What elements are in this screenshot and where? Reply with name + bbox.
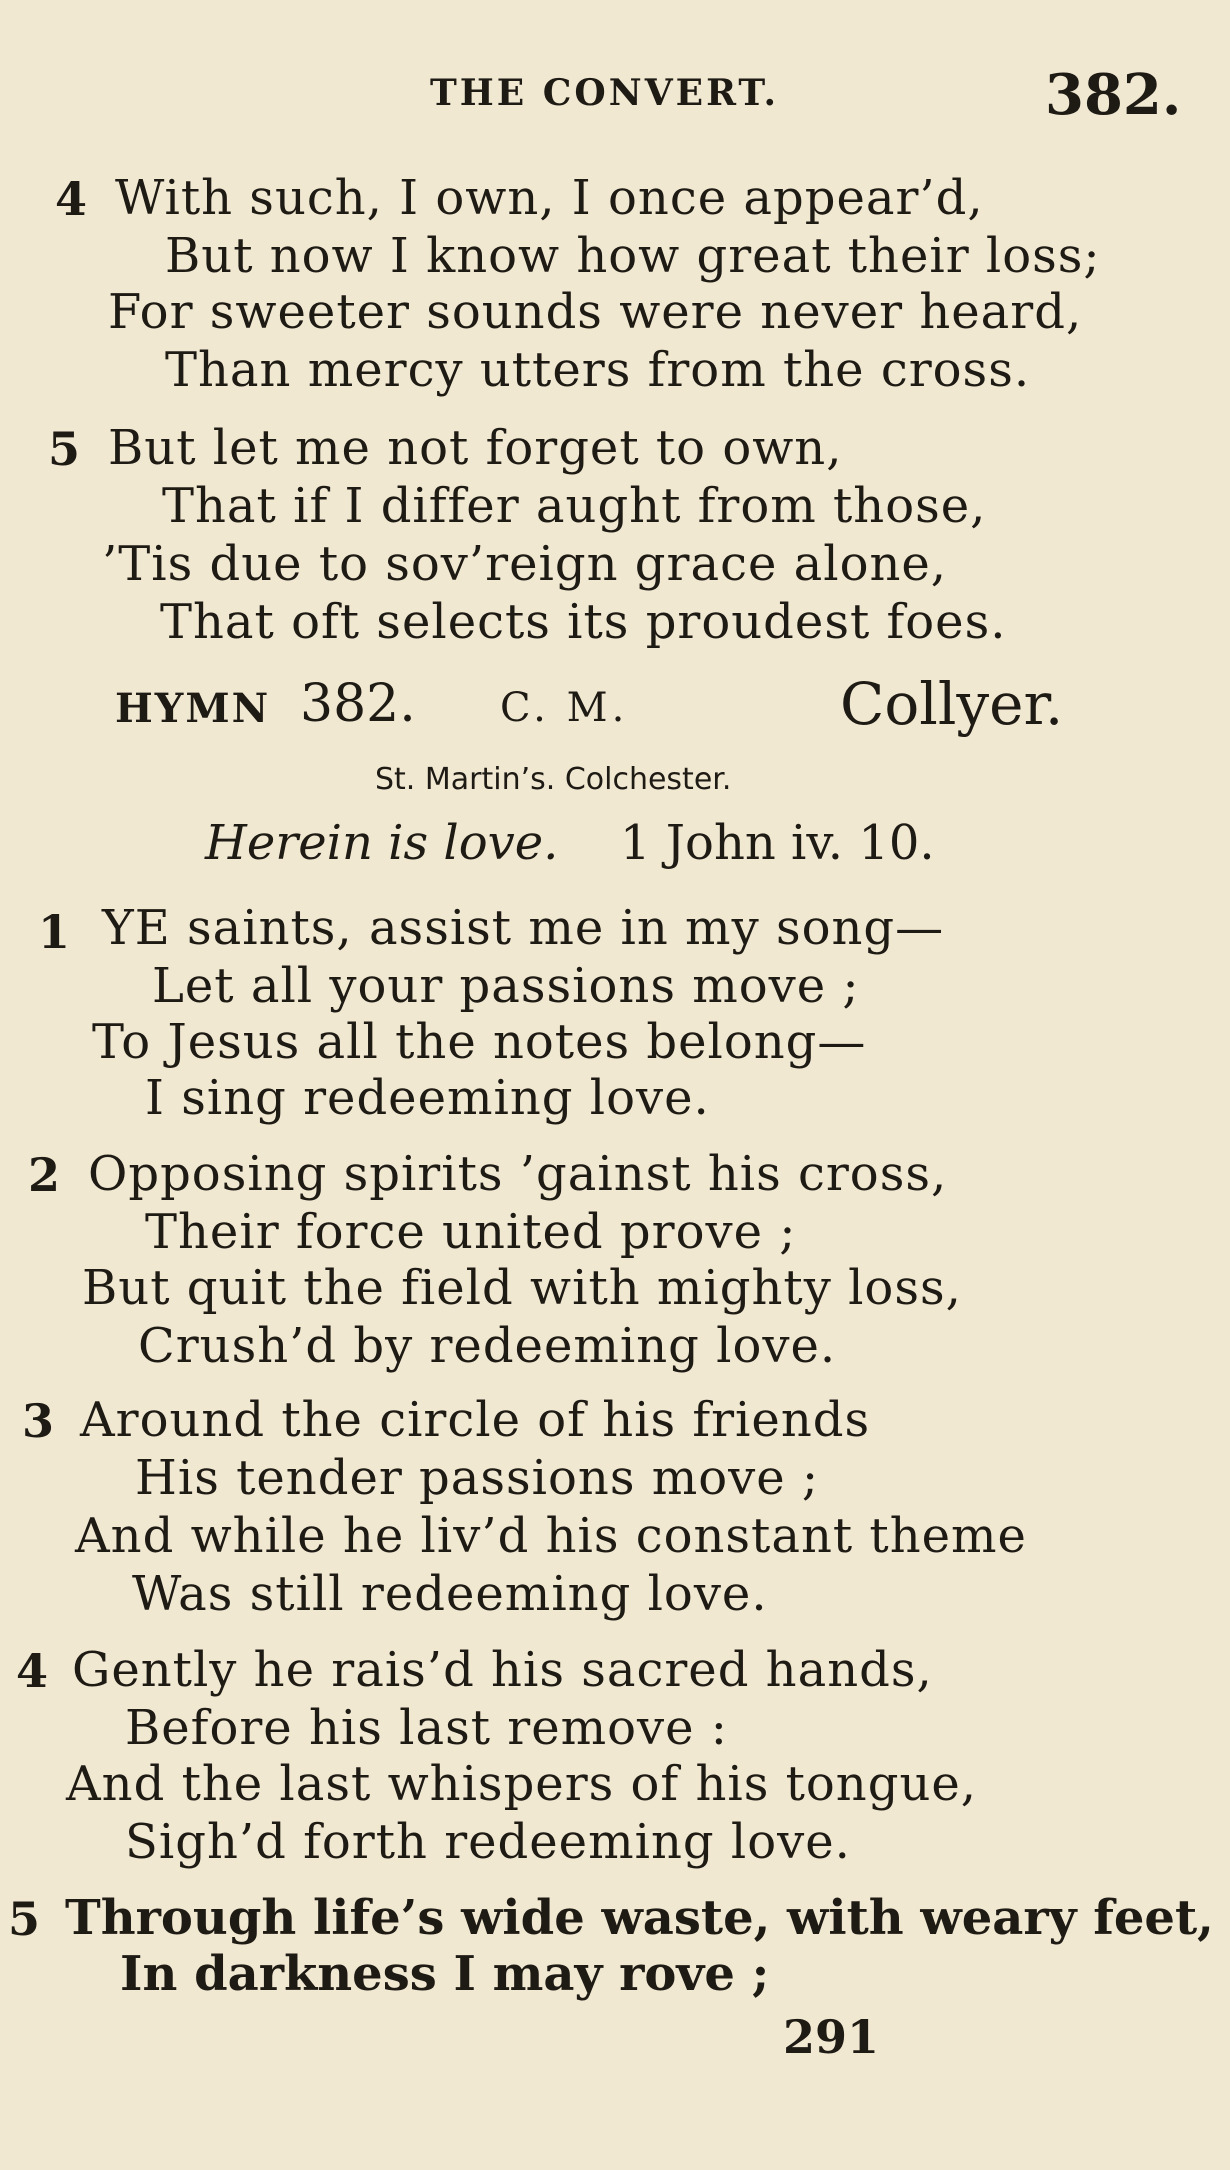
verse-line: YE saints, assist me in my song— xyxy=(102,900,945,956)
hymn-meter: C. M. xyxy=(500,685,629,731)
verse-line: ’Tis due to sov’reign grace alone, xyxy=(102,536,948,592)
verse-line: But now I know how great their loss; xyxy=(165,228,1101,284)
verse-number: 1 xyxy=(38,905,71,959)
verse-line: Their force united prove ; xyxy=(145,1204,797,1260)
verse-line: Around the circle of his friends xyxy=(80,1392,871,1448)
page-hymn-number: 382. xyxy=(1045,62,1182,128)
verse-line: That if I differ aught from those, xyxy=(162,478,987,534)
verse-line: And the last whispers of his tongue, xyxy=(66,1756,978,1812)
verse-line: Was still redeeming love. xyxy=(132,1566,768,1622)
verse-number: 5 xyxy=(48,422,81,476)
verse-line: Than mercy utters from the cross. xyxy=(165,342,1031,398)
verse-line: Let all your passions move ; xyxy=(152,958,860,1014)
verse-line: Crush’d by redeeming love. xyxy=(138,1318,837,1374)
verse-line: Opposing spirits ’gainst his cross, xyxy=(88,1146,948,1202)
verse-line: But quit the field with mighty loss, xyxy=(82,1260,962,1316)
verse-line: Gently he rais’d his sacred hands, xyxy=(72,1642,933,1698)
verse-line: To Jesus all the notes belong— xyxy=(92,1014,867,1070)
verse-line: I sing redeeming love. xyxy=(145,1070,710,1126)
verse-number: 5 xyxy=(8,1892,41,1946)
verse-line: But let me not forget to own, xyxy=(108,420,843,476)
verse-line: That oft selects its proudest foes. xyxy=(160,594,1007,650)
verse-line: In darkness I may rove ; xyxy=(120,1946,770,2002)
hymn-author: Collyer. xyxy=(840,670,1064,738)
hymn-label: HYMN xyxy=(115,685,271,732)
verse-number: 4 xyxy=(55,172,88,226)
verse-line: Before his last remove : xyxy=(125,1700,728,1756)
tune-names: St. Martin’s. Colchester. xyxy=(375,762,732,797)
verse-line: Through life’s wide waste, with weary feet, xyxy=(65,1890,1214,1946)
verse-number: 4 xyxy=(16,1644,49,1698)
verse-line: And while he liv’d his constant theme xyxy=(75,1508,1027,1564)
verse-line: For sweeter sounds were never heard, xyxy=(108,284,1083,340)
verse-line: With such, I own, I once appear’d, xyxy=(115,170,984,226)
hymn-number: 382. xyxy=(300,674,416,734)
verse-line: His tender passions move ; xyxy=(135,1450,820,1506)
verse-number: 3 xyxy=(22,1394,55,1448)
epigraph: Herein is love. xyxy=(205,815,559,871)
verse-line: Sigh’d forth redeeming love. xyxy=(125,1814,851,1870)
running-title: THE CONVERT. xyxy=(430,72,780,114)
scripture-reference: 1 John iv. 10. xyxy=(620,815,935,871)
page-number: 291 xyxy=(783,2010,880,2064)
verse-number: 2 xyxy=(28,1148,61,1202)
